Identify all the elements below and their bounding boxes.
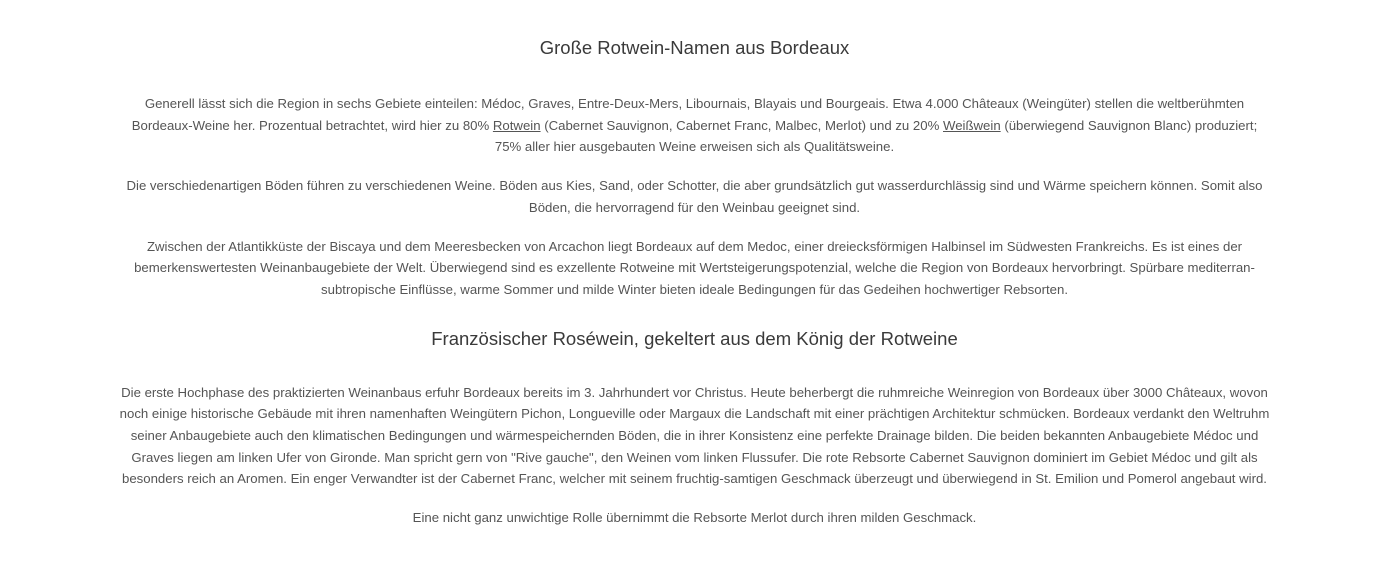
paragraph-text: (überwiegend Sauvignon Blanc) produziert; 75% aller hier ausgebauten Weine erweisen sich als Qualitätsweine. (494, 117, 1258, 155)
section-heading-bordeaux-red-wines: Große Rotwein-Namen aus Bordeaux (539, 37, 850, 58)
paragraph-regions (120, 93, 1270, 158)
paragraph-merlot: Eine nicht ganz unwichtige Rolle übernimmt die Rebsorte Merlot durch ihren milden Geschmack. (412, 510, 977, 526)
article-content (120, 0, 1270, 529)
section-heading-rose-wine: Französischer Roséwein, gekeltert aus dem König der Rotweine (431, 327, 958, 349)
rotwein-link[interactable]: Rotwein (492, 117, 541, 133)
paragraph-soils: Die verschiedenartigen Böden führen zu verschiedenen Weine. Böden aus Kies, Sand, oder Schotter, die aber grundsätzlich gut wasserdurchlässig sind und Wärme speichern können. Somit also Böden, die hervorragend für den Weinbau geeignet sind. (126, 178, 1263, 215)
paragraph-history: Die erste Hochphase des praktizierten Weinanbaus erfuhr Bordeaux bereits im 3. Jahrhundert vor Christus. Heute beherbergt die ruhmreiche Weinregion von Bordeaux über 3000 Châteaux, wovon noch einige historische Gebäude mit ihren namenhaften Weingütern Pichon, Longueville oder Margaux die Landschaft mit einer prächtigen Architektur schmücken. Bordeaux verdankt den Weltruhm seiner Anbaugebiete auch den klimatischen Bedingungen und wärmespeichernden Böden, die in ihrer Konsistenz eine perfekte Drainage bilden. Die beiden bekannten Anbaugebiete Médoc und Graves liegen am linken Ufer von Gironde. Man spricht gern von "Rive gauche", den Weinen vom linken Flussufer. Die rote Rebsorte Cabernet Sauvignon dominiert im Gebiet Médoc und gilt als besonders reich an Aromen. Ein enger Verwandter ist der Cabernet Franc, welcher mit seinem fruchtig-samtigen Geschmack überzeugt und überwiegend in St. Emilion und Pomerol angebaut wird. (119, 384, 1270, 487)
paragraph-text: (Cabernet Sauvignon, Cabernet Franc, Malbec, Merlot) und zu 20% (540, 117, 943, 133)
paragraph-text: Generell lässt sich die Region in sechs Gebiete einteilen: Médoc, Graves, Entre-Deux-Mers, Libournais, Blayais und Bourgeais. Etwa 4.000 Châteaux (Weingüter) stellen die weltberühmten Bordeaux-Weine her. Prozentual betrachtet, wird hier zu 80% (131, 96, 1245, 133)
weisswein-link[interactable]: Weißwein (943, 117, 1001, 133)
paragraph-geography: Zwischen der Atlantikküste der Biscaya und dem Meeresbecken von Arcachon liegt Bordeaux auf dem Medoc, einer dreiecksförmigen Halbinsel im Südwesten Frankreichs. Es ist eines der bemerkenswertesten Weinanbaugebiete der Welt. Überwiegend sind es exzellente Rotweine mit Wertsteigerungspotenzial, welche die Region von Bordeaux hervorbringt. Spürbare mediterran-subtropische Einflüsse, warme Sommer und milde Winter bieten ideale Bedingungen für das Gedeihen hochwertiger Rebsorten. (134, 238, 1255, 297)
